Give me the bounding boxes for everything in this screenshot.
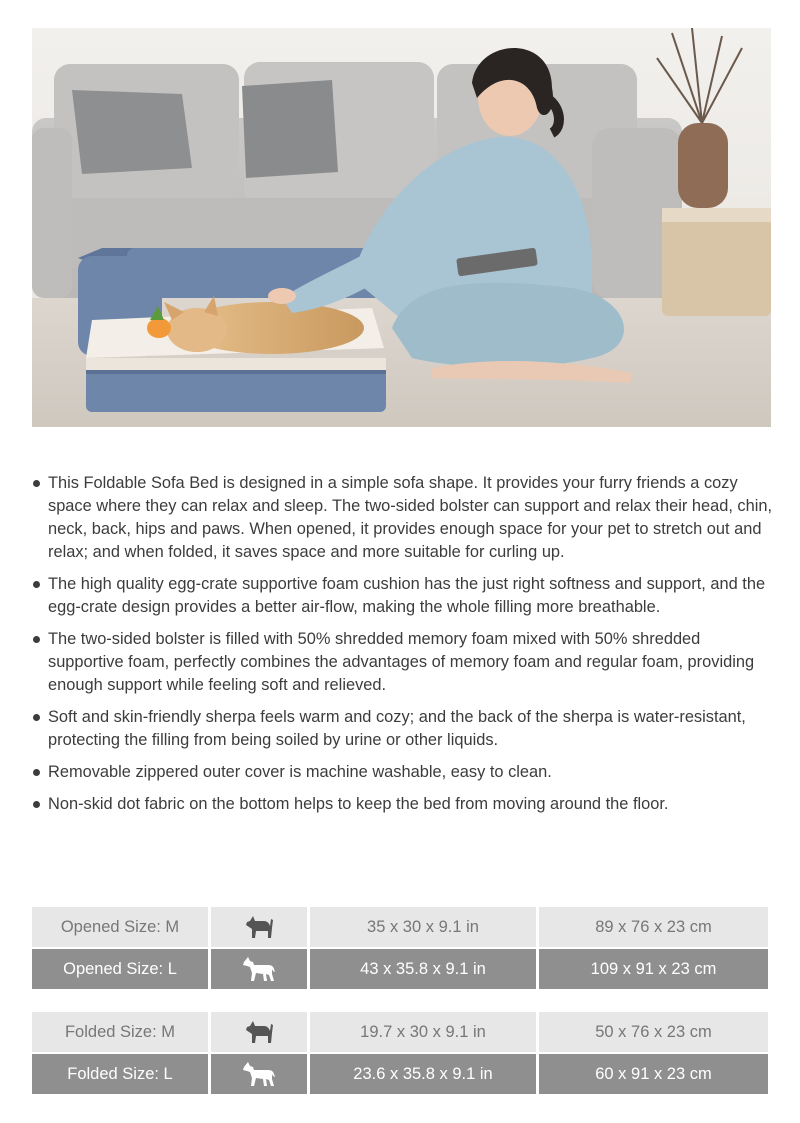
feature-text: The high quality egg-crate supportive foam cushion has the just right softness and support, and the egg-crate design provides a better air-flow, making the whole filling more breathable. [48, 575, 766, 616]
bullet-icon [33, 581, 40, 588]
size-dog-cell [211, 907, 307, 947]
feature-text: Soft and skin-friendly sherpa feels warm and cozy; and the back of the sherpa is water-resistant, protecting the filling from being soiled by urine or other liquids. [48, 708, 746, 749]
size-row-folded-l [32, 1054, 771, 1094]
bullet-icon [33, 480, 40, 487]
size-cm: 109 x 91 x 23 cm [539, 949, 768, 989]
feature-text: Removable zippered outer cover is machine washable, easy to clean. [48, 763, 552, 781]
feature-item [32, 793, 774, 816]
small-dog-icon [242, 913, 276, 941]
size-label: Folded Size: L [32, 1054, 208, 1094]
large-dog-icon [242, 955, 276, 983]
feature-item [32, 472, 774, 564]
bullet-icon [33, 801, 40, 808]
size-label: Opened Size: L [32, 949, 208, 989]
size-inches: 43 x 35.8 x 9.1 in [310, 949, 536, 989]
feature-item [32, 573, 774, 619]
feature-text: The two-sided bolster is filled with 50% shredded memory foam mixed with 50% shredded supportive foam, perfectly combines the advantages of memory foam and regular foam, providing enough support while feeling soft and relieved. [48, 630, 755, 694]
size-cm: 89 x 76 x 23 cm [539, 907, 768, 947]
size-dog-cell [211, 1012, 307, 1052]
size-inches: 19.7 x 30 x 9.1 in [310, 1012, 536, 1052]
feature-item [32, 628, 774, 697]
large-dog-icon [242, 1060, 276, 1088]
bullet-icon [33, 636, 40, 643]
size-row-opened-l [32, 949, 771, 989]
product-photo [32, 28, 771, 427]
bullet-icon [33, 714, 40, 721]
size-dog-cell [211, 949, 307, 989]
size-dog-cell [211, 1054, 307, 1094]
feature-list [32, 472, 774, 825]
size-cm: 60 x 91 x 23 cm [539, 1054, 768, 1094]
size-label: Opened Size: M [32, 907, 208, 947]
size-inches: 35 x 30 x 9.1 in [310, 907, 536, 947]
size-inches: 23.6 x 35.8 x 9.1 in [310, 1054, 536, 1094]
feature-item [32, 761, 774, 784]
feature-item [32, 706, 774, 752]
small-dog-icon [242, 1018, 276, 1046]
feature-text: This Foldable Sofa Bed is designed in a simple sofa shape. It provides your furry friends a cozy space where they can relax and sleep. The two-sided bolster can support and relax their head, chin, neck, back, hips and paws. When opened, it provides enough space for your pet to stretch out and relax; and when folded, it saves space and more suitable for curling up. [48, 474, 773, 561]
bullet-icon [33, 769, 40, 776]
feature-text: Non-skid dot fabric on the bottom helps to keep the bed from moving around the floor. [48, 795, 669, 813]
size-cm: 50 x 76 x 23 cm [539, 1012, 768, 1052]
size-label: Folded Size: M [32, 1012, 208, 1052]
size-row-opened-m [32, 907, 771, 947]
size-row-folded-m [32, 1012, 771, 1052]
